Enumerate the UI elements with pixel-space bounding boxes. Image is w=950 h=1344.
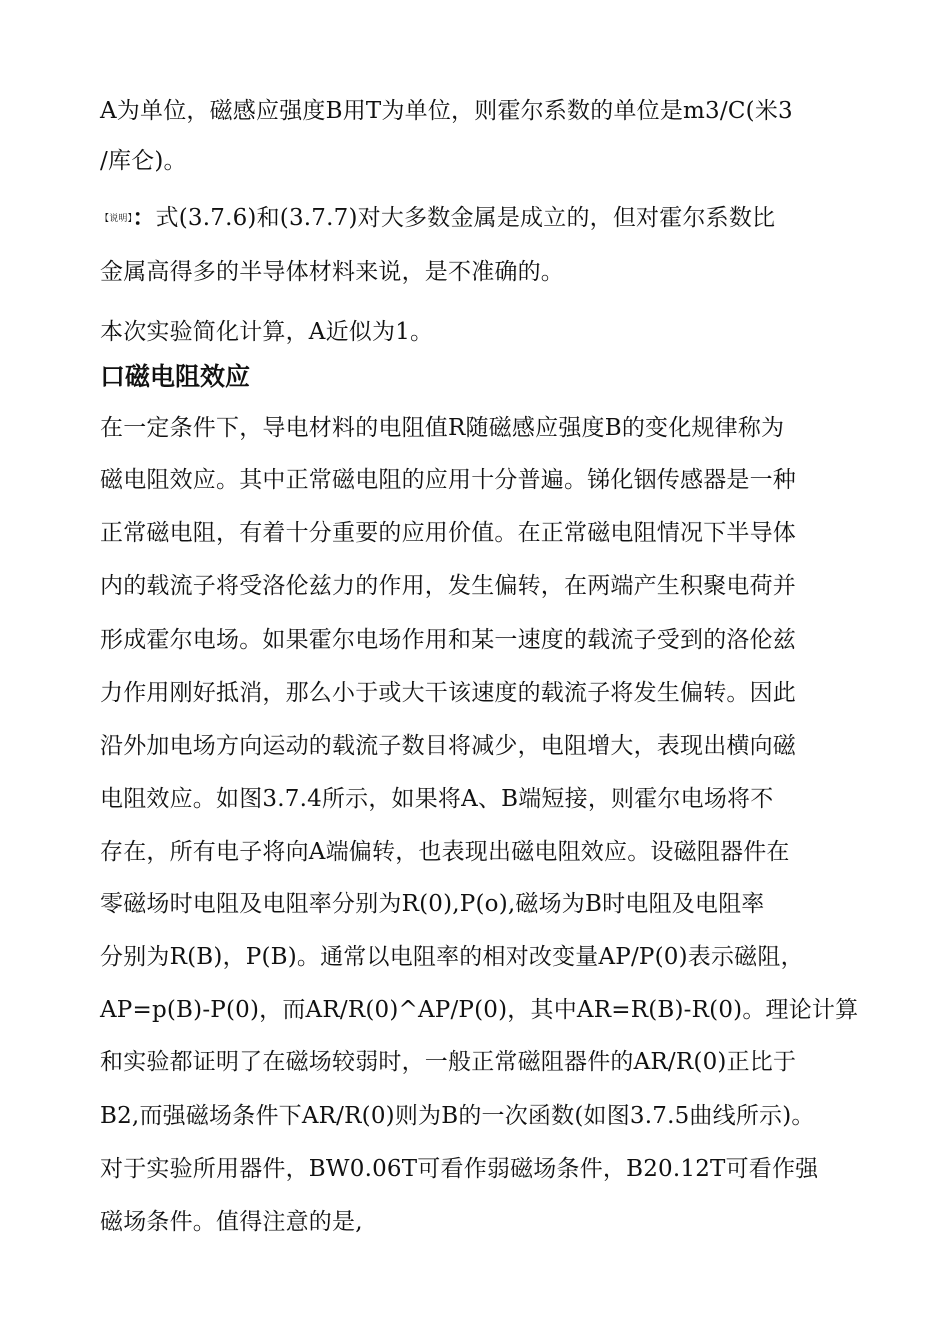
- note-label: 【说明】: [100, 214, 133, 224]
- paragraph-line-8: 电阻效应。如图3.7.4所示，如果将A、B端短接，则霍尔电场将不: [100, 786, 774, 812]
- paragraph-line-16: 磁场条件。值得注意的是,: [100, 1209, 363, 1235]
- text-line-5: 本次实验简化计算，A近似为1。: [100, 319, 434, 345]
- section-heading: 口磁电阻效应: [100, 362, 251, 391]
- paragraph-line-13: 和实验都证明了在磁场较弱时，一般正常磁阻器件的AR/R(0)正比于: [100, 1049, 797, 1075]
- note-text: 式(3.7.6)和(3.7.7)对大多数金属是成立的，但对霍尔系数比: [155, 205, 776, 231]
- note-colon: ：: [132, 204, 156, 231]
- paragraph-line-1: 在一定条件下，导电材料的电阻值R随磁感应强度B的变化规律称为: [100, 415, 785, 441]
- paragraph-line-15: 对于实验所用器件，BW0.06T可看作弱磁场条件，B20.12T可看作强: [100, 1156, 819, 1182]
- text-line-2: /库仑)。: [100, 148, 187, 174]
- text-line-1: A为单位，磁感应强度B用T为单位，则霍尔系数的单位是m3/C(米3: [100, 98, 793, 124]
- paragraph-line-4: 内的载流子将受洛伦兹力的作用，发生偏转，在两端产生积聚电荷并: [100, 573, 796, 599]
- paragraph-line-3: 正常磁电阻，有着十分重要的应用价值。在正常磁电阻情况下半导体: [100, 520, 796, 546]
- paragraph-line-6: 力作用刚好抵消，那么小于或大干该速度的载流子将发生偏转。因此: [100, 680, 796, 706]
- note-line: [100, 204, 775, 233]
- paragraph-line-9: 存在，所有电子将向A端偏转，也表现出磁电阻效应。设磁阻器件在: [100, 839, 790, 865]
- paragraph-line-7: 沿外加电场方向运动的载流子数目将减少，电阻增大，表现出横向磁: [100, 733, 796, 759]
- paragraph-line-14: B2,而强磁场条件下AR/R(0)则为B的一次函数(如图3.7.5曲线所示)。: [100, 1103, 815, 1129]
- paragraph-line-12: AP=p(B)-P(0)，而AR/R(0)^AP/P(0)，其中AR=R(B)-R(0)。理论计算: [100, 997, 859, 1023]
- paragraph-line-5: 形成霍尔电场。如果霍尔电场作用和某一速度的载流子受到的洛伦兹: [100, 627, 796, 653]
- paragraph-line-2: 磁电阻效应。其中正常磁电阻的应用十分普遍。锑化铟传感器是一种: [100, 467, 796, 493]
- paragraph-line-10: 零磁场时电阻及电阻率分别为R(0),P(o),磁场为B时电阻及电阻率: [100, 891, 765, 917]
- paragraph-line-11: 分别为R(B)，P(B)。通常以电阻率的相对改变量AP/P(0)表示磁阻，: [100, 944, 804, 970]
- text-line-4: 金属高得多的半导体材料来说，是不准确的。: [100, 259, 564, 285]
